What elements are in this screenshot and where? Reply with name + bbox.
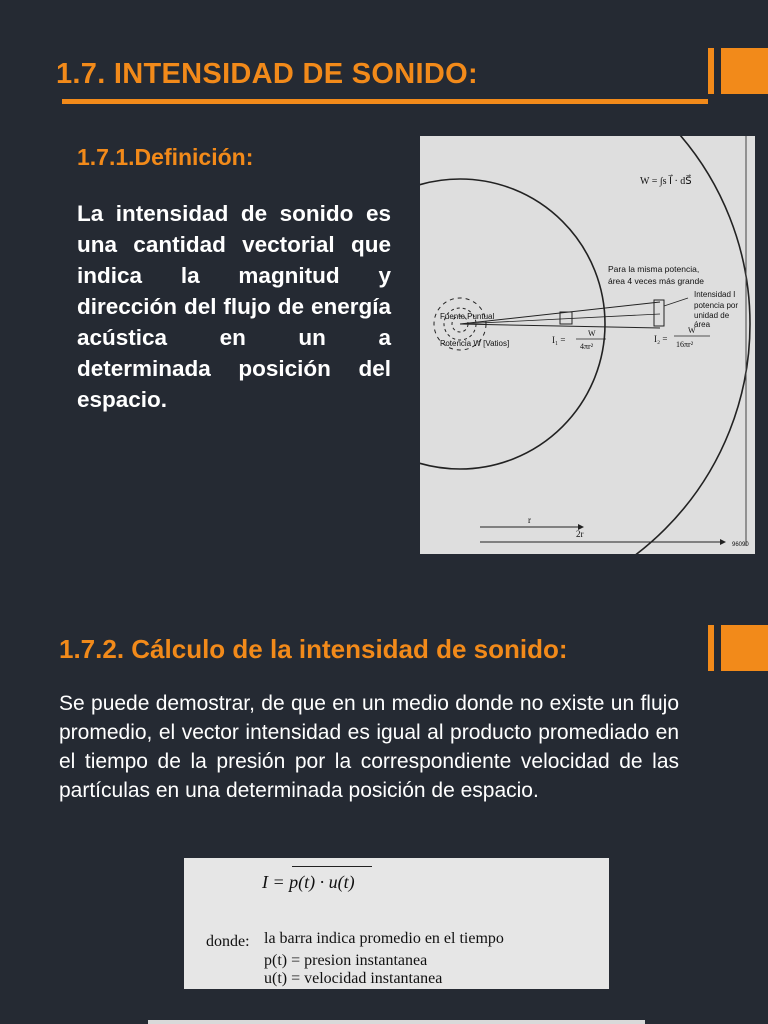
inner-circle [420, 179, 605, 469]
calculation-text: Se puede demostrar, de que en un medio donde no existe un flujo promedio, el vector intensidad es igual al producto promediado en el tiempo de la presión por la correspondiente velocidad de las partículas en una determinada posición de espacio. [59, 692, 679, 802]
patch-outer [654, 300, 664, 326]
fig-i2-den: 16πr² [676, 340, 694, 349]
fig-label-r: r [528, 515, 531, 525]
ray-bottom [460, 324, 660, 328]
fig-label-unit: unidad de [694, 311, 730, 320]
formula-overline [292, 866, 372, 867]
fig-label-same-power: Para la misma potencia, [608, 264, 700, 274]
fig-formula-top: W = ∫s I⃗ · dS⃗ [640, 176, 692, 187]
accent-bar-mid-thin [708, 625, 714, 671]
formula-line-2: p(t) = presion instantanea [264, 952, 428, 969]
formula-equation: I = p(t) · u(t) [262, 872, 355, 892]
fig-label-2r: 2r [576, 529, 584, 539]
accent-block-top [721, 48, 768, 94]
fig-i1-den: 4πr² [580, 342, 594, 351]
accent-bar-top-thin [708, 48, 714, 94]
formula-line-1: la barra indica promedio en el tiempo [264, 930, 504, 947]
fig-label-i1: I₁ = [552, 335, 566, 345]
formula-line-3: u(t) = velocidad instantanea [264, 970, 443, 987]
fig-label-intensity: Intensidad I [694, 290, 736, 299]
accent-block-mid [721, 625, 768, 671]
definition-text: La intensidad de sonido es una cantidad vectorial que indica la magnitud y dirección del flujo de energía acústica en un a determinada posición del espacio. [77, 201, 391, 412]
fig-i1-num: W [588, 329, 596, 338]
intensity-diagram [420, 136, 755, 554]
fig-label-power-per: potencia por [694, 301, 739, 310]
fig-i2-num: W [688, 326, 696, 335]
fig-label-area2: área [694, 320, 711, 329]
formula-donde: donde: [206, 933, 250, 950]
section-title: 1.7. INTENSIDAD DE SONIDO: [56, 58, 478, 90]
formula-box [184, 858, 609, 989]
fig-label-power: Potencia W [Vatios] [440, 339, 510, 348]
subsection-2-heading: 1.7.2. Cálculo de la intensidad de sonido: [59, 634, 568, 664]
fig-label-i2: I₂ = [654, 334, 668, 344]
fig-label-source: Fuente Puntual [440, 312, 495, 321]
fig-label-corner: 96090 [732, 542, 749, 548]
fig-label-area: área 4 veces más grande [608, 276, 704, 286]
title-underline [62, 99, 708, 104]
bottom-image-edge [148, 1020, 645, 1024]
patch-inner [560, 312, 572, 324]
subsection-1-heading: 1.7.1.Definición: [77, 144, 254, 170]
